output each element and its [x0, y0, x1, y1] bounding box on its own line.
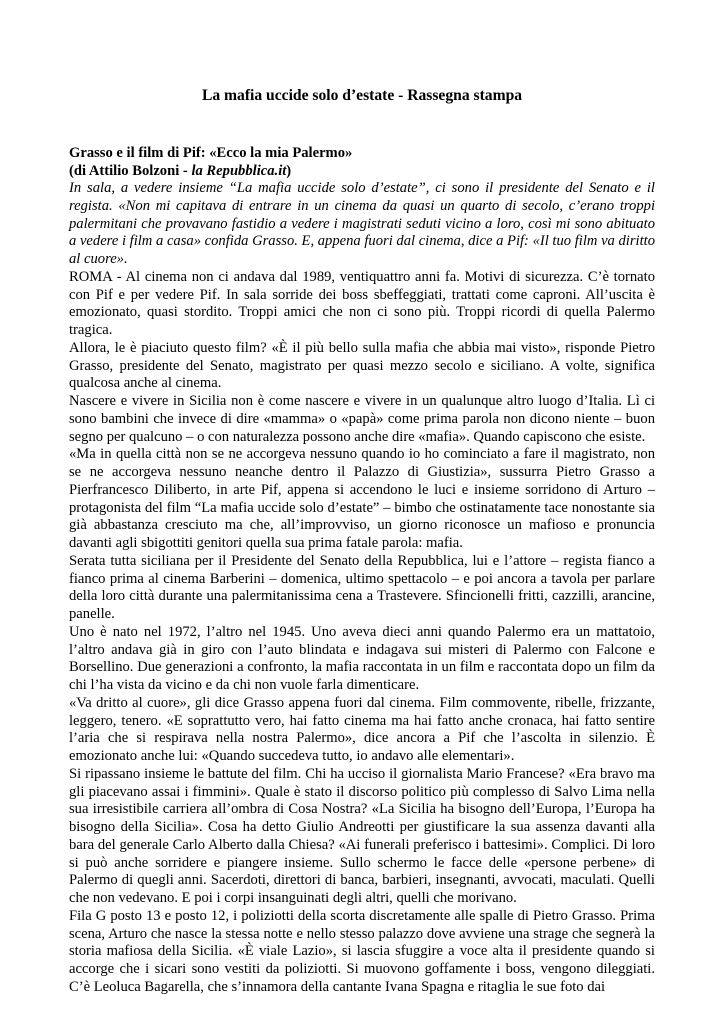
- article-heading: Grasso e il film di Pif: «Ecco la mia Palermo»: [69, 145, 353, 161]
- byline-prefix: (di Attilio Bolzoni -: [69, 163, 192, 179]
- body-paragraph: «Va dritto al cuore», gli dice Grasso appena fuori dal cinema. Film commovente, ribelle, frizzante, leggero, tenero. «E soprattutto vero, hai fatto cinema ma hai fatto anche cronaca, hai fatto sentire l’aria che si respirava nella nostra Palermo», dice ancora a Pif che l’ascolta in silenzio. È emozionato anche lui: «Quando succedeva tutto, io andavo alle elementari».: [69, 694, 655, 764]
- body-paragraph: Si ripassano insieme le battute del film. Chi ha ucciso il giornalista Mario Francese? «Era bravo ma gli piacevano assai i fimmini». Quale è stato il discorso politico più complesso di Salvo Lima nella sua irresistibile carriera all’ombra di Cosa Nostra? «La Sicilia ha bisogno dell’Europa, l’Europa ha bisogno della Sicilia». Cosa ha detto Giulio Andreotti per giustificare la sua assenza davanti alla bara del generale Carlo Alberto dalla Chiesa? «Ai funerali preferisco i battesimi». Complici. Di loro si può anche sorridere e piangere insieme. Sullo schermo le facce delle «persone perbene» di Palermo di quegli anni. Sacerdoti, direttori di banca, barbieri, insegnanti, avvocati, maculati. Quelli che non vedevano. E poi i corpi insanguinati degli altri, quelli che morivano.: [69, 765, 655, 906]
- body-paragraph: Nascere e vivere in Sicilia non è come nascere e vivere in un qualunque altro luogo d’Italia. Lì ci sono bambini che invece di dire «mamma» o «papà» come prima parola non dicono niente – buon segno per qualcuno – o con naturalezza possono anche dire «mafia». Quando capiscono che esiste.: [69, 393, 655, 445]
- body-paragraph: Serata tutta siciliana per il Presidente del Senato della Repubblica, lui e l’attore – regista fianco a fianco prima al cinema Barberini – domenica, ultimo spettacolo – e poi ancora a tavola per parlare della loro città durante una palermitanissima cena a Trastevere. Sfincionelli fritti, cazzilli, arancine, panelle.: [69, 552, 655, 622]
- body-paragraph: ROMA - Al cinema non ci andava dal 1989, ventiquattro anni fa. Motivi di sicurezza. C’è tornato con Pif e per vedere Pif. In sala sorride dei boss sbeffeggiati, trattati come caproni. All’uscita è emozionato, quasi stordito. Troppi amici che non ci sono più. Troppi ricordi di quella Palermo tragica.: [69, 268, 655, 338]
- body-paragraph: Allora, le è piaciuto questo film? «È il più bello sulla mafia che abbia mai visto», risponde Pietro Grasso, presidente del Senato, magistrato per quasi mezzo secolo e siciliano. A volte, significa qualcosa anche al cinema.: [69, 339, 655, 392]
- body-paragraph: «Ma in quella città non se ne accorgeva nessuno quando io ho cominciato a fare il magistrato, non se ne accorgeva nessuno neanche dentro il Palazzo di Giustizia», sussurra Pietro Grasso a Pierfrancesco Diliberto, in arte Pif, appena si accendono le luci e insieme sorridono di Arturo – protagonista del film “La mafia uccide solo d’estate” – bimbo che ostinatamente tace nonostante sia già abbastanza cresciuto ma che, all’improvviso, un giorno riconosce un mafioso e pronuncia davanti agli sbigottiti genitori quella sua prima fatale parola: mafia.: [69, 446, 655, 551]
- article-body: [69, 269, 655, 997]
- body-paragraph: Fila G posto 13 e posto 12, i poliziotti della scorta discretamente alle spalle di Pietro Grasso. Prima scena, Arturo che nasce la stessa notte e nello stesso palazzo dove avviene una strage che segnerà la storia mafiosa della Sicilia. «È viale Lazio», si lascia sfuggire a voce alta il presidente quando si accorge che i sicari sono vestiti da poliziotti. Si muovono goffamente i boss, vengono dileggiati. C’è Leoluca Bagarella, che s’innamora della cantante Ivana Spagna e ritaglia le sue foto dai: [69, 907, 655, 995]
- document-title: La mafia uccide solo d’estate - Rassegna stampa: [201, 87, 523, 104]
- article-intro: In sala, a vedere insieme “La mafia uccide solo d’estate”, ci sono il presidente del Senato e il regista. «Non mi capitava di entrare in un cinema da quasi un quarto di secolo, c’erano troppi palermitani che provavano fastidio a vedere i magistrati seduti vicino a loro, così mi sono abituato a vedere i film a casa» confida Grasso. E, appena fuori dal cinema, dice a Pif: «Il tuo film va diritto al cuore».: [69, 180, 655, 267]
- body-paragraph: Uno è nato nel 1972, l’altro nel 1945. Uno aveva dieci anni quando Palermo era un mattatoio, l’altro andava già in giro con l’auto blindata e indagava sui misteri di Palermo con Falcone e Borsellino. Due generazioni a confronto, la mafia raccontata in un film e raccontata dopo un film da chi l’ha vista da vicino e da chi non vuole farla dimenticare.: [69, 623, 655, 693]
- article-byline: [69, 162, 655, 180]
- byline-source: la Repubblica.it: [191, 163, 287, 179]
- byline-suffix: ): [286, 163, 292, 179]
